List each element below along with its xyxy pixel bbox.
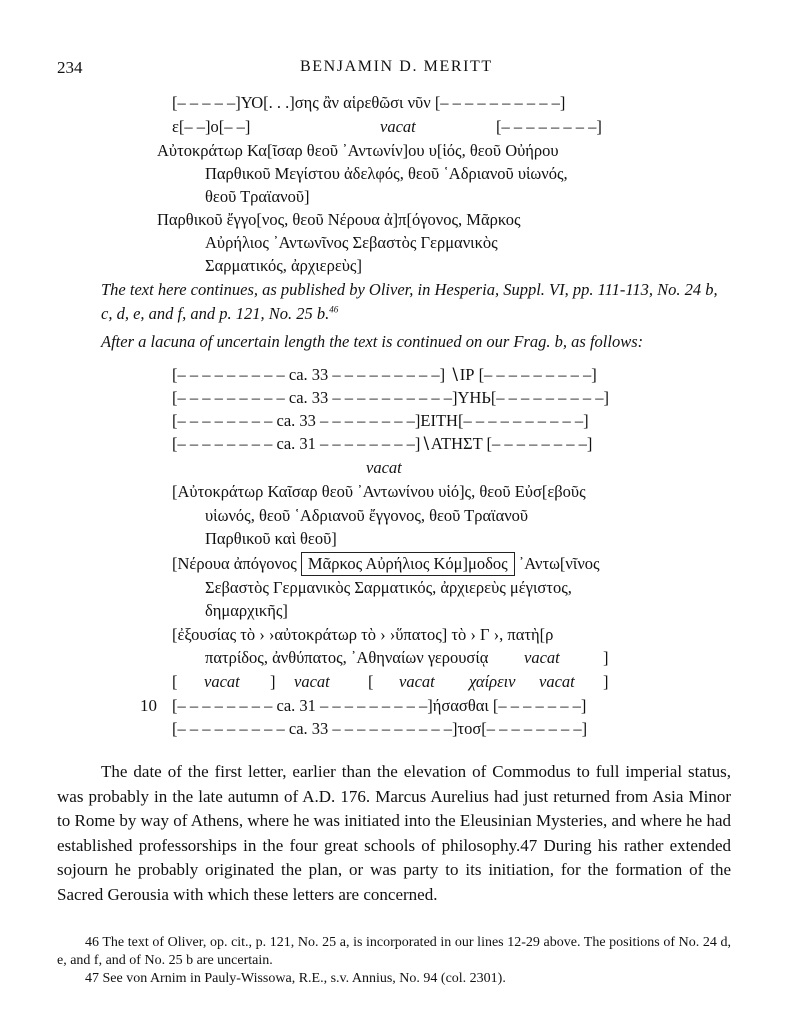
vacat-label: vacat — [294, 672, 330, 691]
greek-line: Αὐρήλιος ᾿Αντωνῖνος Σεβαστὸς Γερμανικὸς — [205, 233, 498, 252]
greek-line: ε[– –]ο[– –] — [172, 117, 251, 136]
greek-line: ] — [603, 648, 609, 667]
line-number: 10 — [140, 696, 157, 715]
bracket: [ — [172, 672, 178, 691]
greek-line: [Αὐτοκράτωρ Καῖσαρ θεοῦ ᾿Αντωνίνου υἱό]ς, θεοῦ Εὐσ[εβοῦς — [172, 482, 586, 501]
boxed-name: Μᾶρκος Αὐρήλιος Κόμ]μοδος — [301, 552, 515, 576]
greek-line: [– – – – – – – – ca. 31 – – – – – – – – –]ήσασθαι [– – – – – – –] — [172, 696, 587, 715]
greek-line: υἱωνός, θεοῦ ῾Αδριανοῦ ἔγγονος, θεοῦ Τραϊανοῦ — [205, 506, 529, 525]
greek-line: Παρθικοῦ καὶ θεοῦ] — [205, 529, 337, 548]
greek-line: Παρθικοῦ Μεγίστου ἀδελφός, θεοῦ ῾Αδριανοῦ υἱωνός, — [205, 164, 568, 183]
greek-line: [Νέρουα ἀπόγονος Μᾶρκος Αὐρήλιος Κόμ]μοδος ᾿Αντω[νῖνος — [172, 554, 600, 574]
greek-line: Αὐτοκράτωρ Κα[ῖσαρ θεοῦ ᾿Αντωνίν]ου υ[ἱός, θεοῦ Οὐήρου — [157, 141, 559, 160]
vacat-label: vacat — [524, 648, 560, 667]
vacat-label: vacat — [539, 672, 575, 691]
vacat-label: vacat — [399, 672, 435, 691]
greek-line: Παρθικοῦ ἔγγο[νος, θεοῦ Νέρουα ἀ]π[όγονος, Μᾶρκος — [157, 210, 521, 229]
editorial-note: The text here continues, as published by Oliver, in Hesperia, Suppl. VI, pp. 111-113, No. 24 b, c, d, e, and f, and p. 121, No. 25 b.$^{46}$ — [101, 280, 718, 323]
bracket: ] — [603, 672, 609, 691]
greek-line: πατρίδος, ἀνθύπατος, ᾿Αθηναίων γερουσίᾳ — [205, 648, 489, 667]
vacat-label: vacat — [380, 117, 416, 136]
bracket: [ — [368, 672, 374, 691]
greek-line: [– – – – – – – – – ca. 33 – – – – – – – – –] ∖ΙΡ [– – – – – – – – –] — [172, 365, 597, 384]
greek-line: [– – – – – – – – – ca. 33 – – – – – – – – – –]ΥΗЬ[– – – – – – – – –] — [172, 388, 610, 407]
greek-line: χαίρειν — [469, 672, 516, 691]
running-title: BENJAMIN D. MERITT — [300, 58, 493, 75]
greek-line: [– – – – –]ΥΟ[. . .]σης ἂν αἱρεθῶσι νῦν [– – – – – – – – – –] — [172, 93, 566, 112]
body-paragraph: The date of the first letter, earlier than the elevation of Commodus to full imperial status, was probably in the late autumn of A.D. 176. Marcus Aurelius had just returned from Asia Minor to Rome by way of Athens, where he was initiated into the Eleusinian Mysteries, and where he had established professorships in the four great schools of philosophy.47 During his rather extended sojourn he probably originated the plan, or was party to its initiation, for the formation of the Sacred Gerousia with which these letters are concerned. — [57, 762, 731, 904]
page-number: 234 — [57, 58, 83, 77]
greek-line: [– – – – – – – – ca. 33 – – – – – – – –]ΕΙΤΗ[– – – – – – – – – –] — [172, 411, 589, 430]
footnote-47: 47 See von Arnim in Pauly-Wissowa, R.E., s.v. Annius, No. 94 (col. 2301). — [85, 971, 506, 986]
vacat-label: vacat — [366, 458, 402, 477]
vacat-label: vacat — [204, 672, 240, 691]
greek-line: Σεβαστὸς Γερμανικὸς Σαρματικός, ἀρχιερεὺς μέγιστος, — [205, 578, 572, 597]
greek-line: [– – – – – – – –] — [496, 117, 602, 136]
footnote-46: 46 The text of Oliver, op. cit., p. 121, No. 25 a, is incorporated in our lines 12-29 above. The positions of No. 24 d, e, and f, and of No. 25 b are uncertain. — [57, 935, 731, 968]
editorial-note: After a lacuna of uncertain length the text is continued on our Frag. b, as follows: — [101, 332, 644, 351]
greek-line: [ἐξουσίας τὸ › ›αὐτοκράτωρ τὸ › ›ὕπατος] τὸ › Γ ›, πατὴ[ρ — [172, 625, 554, 644]
greek-line: [– – – – – – – – – ca. 33 – – – – – – – – – –]τοσ[– – – – – – – –] — [172, 719, 588, 738]
greek-line: [– – – – – – – – ca. 31 – – – – – – – –]∖ΑΤΗΣΤ [– – – – – – – –] — [172, 434, 593, 453]
greek-line: δημαρχικῆς] — [205, 601, 288, 620]
bracket: ] — [270, 672, 276, 691]
greek-line: θεοῦ Τραϊανοῦ] — [205, 187, 310, 206]
greek-line: Σαρματικός, ἀρχιερεὺς] — [205, 256, 362, 275]
